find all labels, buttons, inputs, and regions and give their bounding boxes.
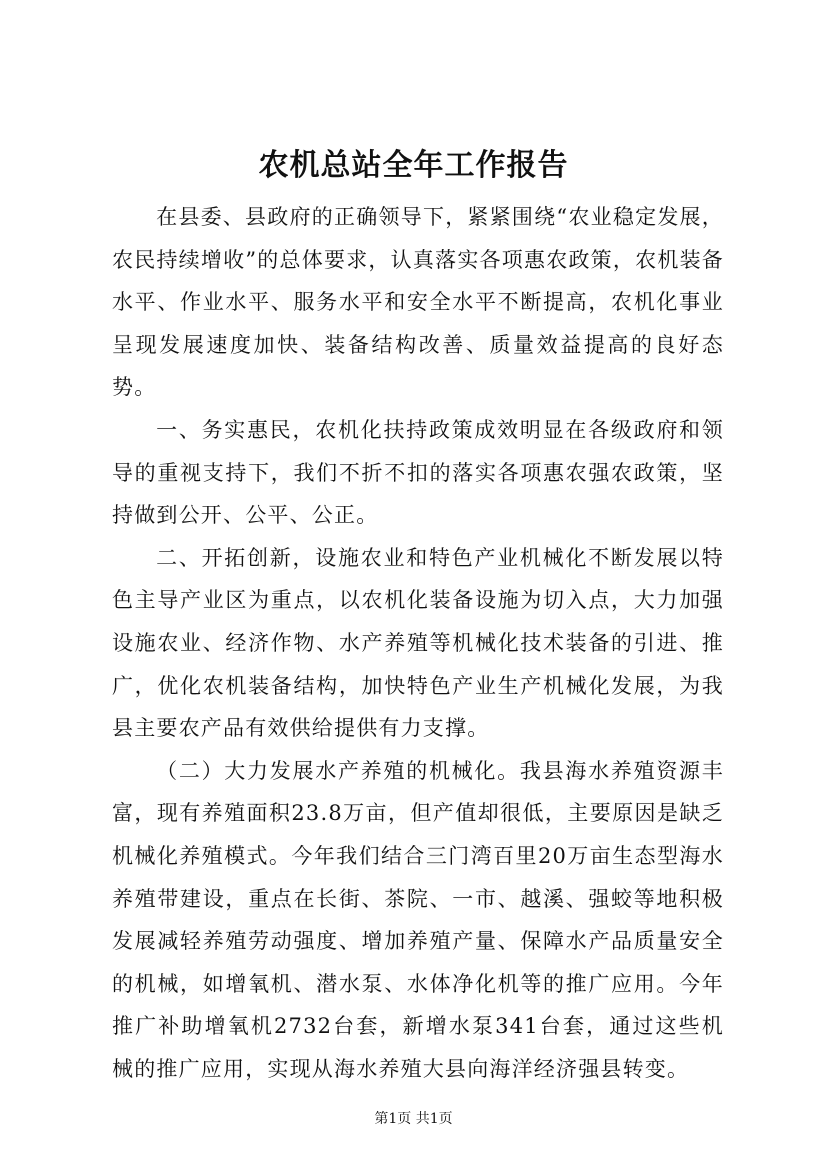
paragraph-aquaculture: （二）大力发展水产养殖的机械化。我县海水养殖资源丰富，现有养殖面积23.8万亩，但产值却很低，主要原因是缺乏机械化养殖模式。今年我们结合三门湾百里20万亩生态型海水养殖带建设，重点在长街、茶院、一市、越溪、强蛟等地积极发展减轻养殖劳动强度、增加养殖产量、保障水产品质量安全的机械，如增氧机、潜水泵、水体净化机等的推广应用。今年推广补助增氧机2732台套，新增水泵341台套，通过这些机械的推广应用，实现从海水养殖大县向海洋经济强县转变。 (112, 758, 724, 1081)
paragraph-intro: 在县委、县政府的正确领导下，紧紧围绕“农业稳定发展，农民持续增收”的总体要求，认真落实各项惠农政策，农机装备水平、作业水平、服务水平和安全水平不断提高，农机化事业呈现发展速度加快、装备结构改善、质量效益提高的良好态势。 (112, 205, 724, 400)
document-body (112, 196, 724, 1090)
document-title: 农机总站全年工作报告 (258, 148, 569, 183)
page-number-footer: 第1页 共1页 (374, 1111, 453, 1127)
paragraph-section-1: 一、务实惠民，农机化扶持政策成效明显在各级政府和领导的重视支持下，我们不折不扣的落实各项惠农强农政策，坚持做到公开、公平、公正。 (112, 417, 724, 528)
paragraph-section-2: 二、开拓创新，设施农业和特色产业机械化不断发展以特色主导产业区为重点，以农机化装备设施为切入点，大力加强设施农业、经济作物、水产养殖等机械化技术装备的引进、推广，优化农机装备结构，加快特色产业生产机械化发展，为我县主要农产品有效供给提供有力支撑。 (112, 545, 724, 741)
